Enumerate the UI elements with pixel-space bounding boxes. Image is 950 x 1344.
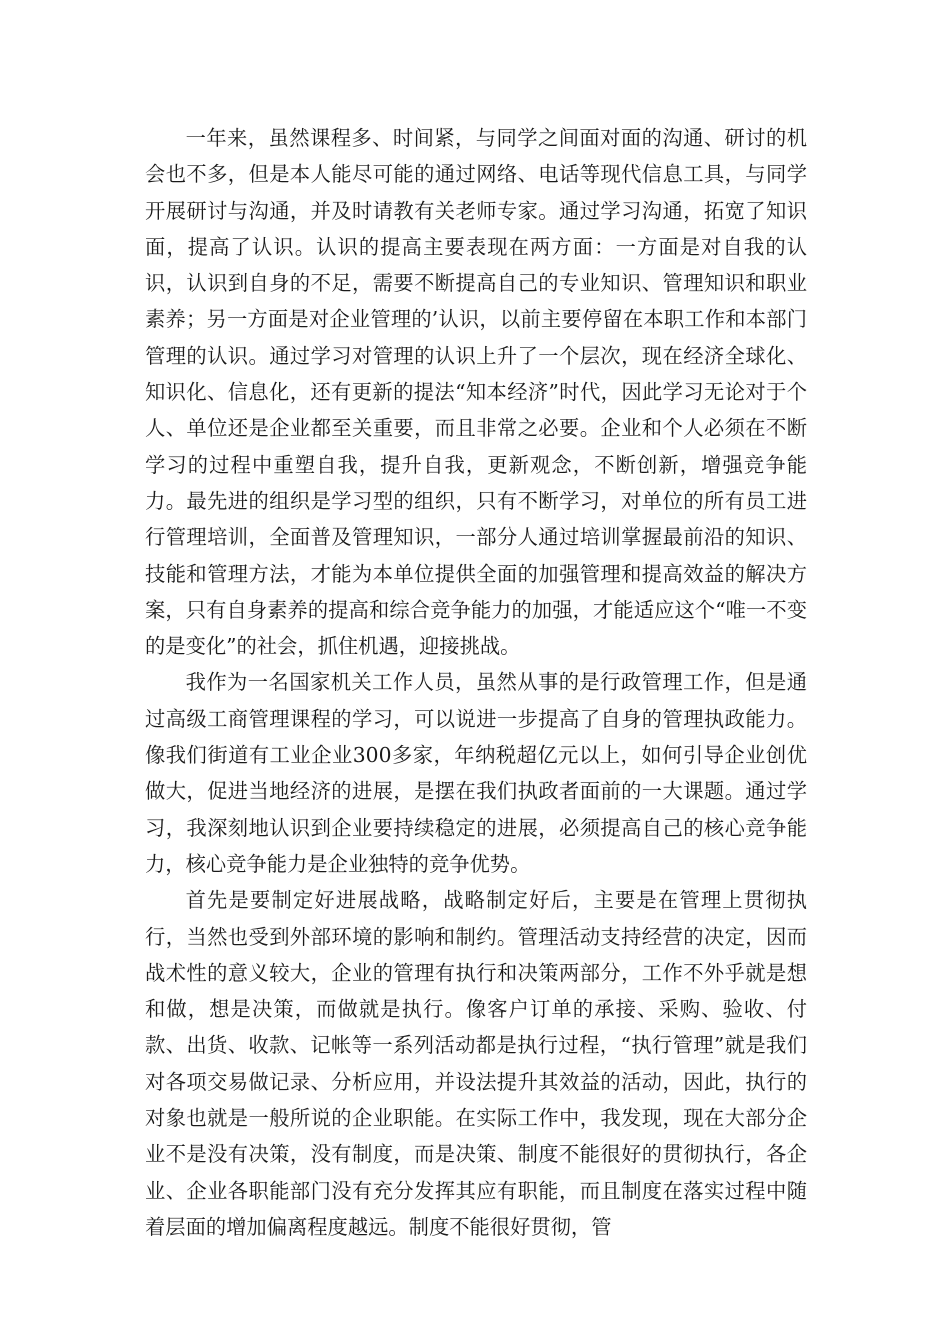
paragraph-learning-communication: 一年来，虽然课程多、时间紧，与同学之间面对面的沟通、研讨的机会也不多，但是本人能尽可能的通过网络、电话等现代信息工具，与同学开展研讨与沟通，并及时请教有关老师专家。通过学习沟通，拓宽了知识面，提高了认识。认识的提高主要表现在两方面：一方面是对自我的认识，认识到自身的不足，需要不断提高自己的专业知识、管理知识和职业素养；另一方面是对企业管理的’认识，以前主要停留在本职工作和本部门管理的认识。通过学习对管理的认识上升了一个层次，现在经济全球化、知识化、信息化，还有更新的提法“知本经济”时代，因此学习无论对于个人、单位还是企业都至关重要，而且非常之必要。企业和个人必须在不断学习的过程中重塑自我，提升自我，更新观念，不断创新，增强竞争能力。最先进的组织是学习型的组织，只有不断学习，对单位的所有员工进行管理培训，全面普及管理知识，一部分人通过培训掌握最前沿的知识、技能和管理方法，才能为本单位提供全面的加强管理和提高效益的解决方案，只有自身素养的提高和综合竞争能力的加强，才能适应这个“唯一不变的是变化”的社会，抓住机遇，迎接挑战。: [145, 126, 807, 659]
document-body: [145, 120, 807, 1245]
paragraph-strategy-execution: 首先是要制定好进展战略，战略制定好后，主要是在管理上贯彻执行，当然也受到外部环境的影响和制约。管理活动支持经营的决定，因而战术性的意义较大，企业的管理有执行和决策两部分，工作不外乎就是想和做，想是决策，而做就是执行。像客户订单的承接、采购、验收、付款、出货、收款、记帐等一系列活动都是执行过程，“执行管理”就是我们对各项交易做记录、分析应用，并设法提升其效益的活动，因此，执行的对象也就是一般所说的企业职能。在实际工作中，我发现，现在大部分企业不是没有决策，没有制度，而是决策、制度不能很好的贯彻执行，各企业、企业各职能部门没有充分发挥其应有职能，而且制度在落实过程中随着层面的增加偏离程度越远。制度不能很好贯彻，管: [145, 888, 807, 1239]
paragraph-administrative-work: 我作为一名国家机关工作人员，虽然从事的是行政管理工作，但是通过高级工商管理课程的学习，可以说进一步提高了自身的管理执政能力。像我们街道有工业企业300多家，年纳税超亿元以上，如何引导企业创优做大，促进当地经济的进展，是摆在我们执政者面前的一大课题。通过学习，我深刻地认识到企业要持续稳定的进展，必须提高自己的核心竞争能力，核心竞争能力是企业独特的竞争优势。: [145, 670, 807, 876]
